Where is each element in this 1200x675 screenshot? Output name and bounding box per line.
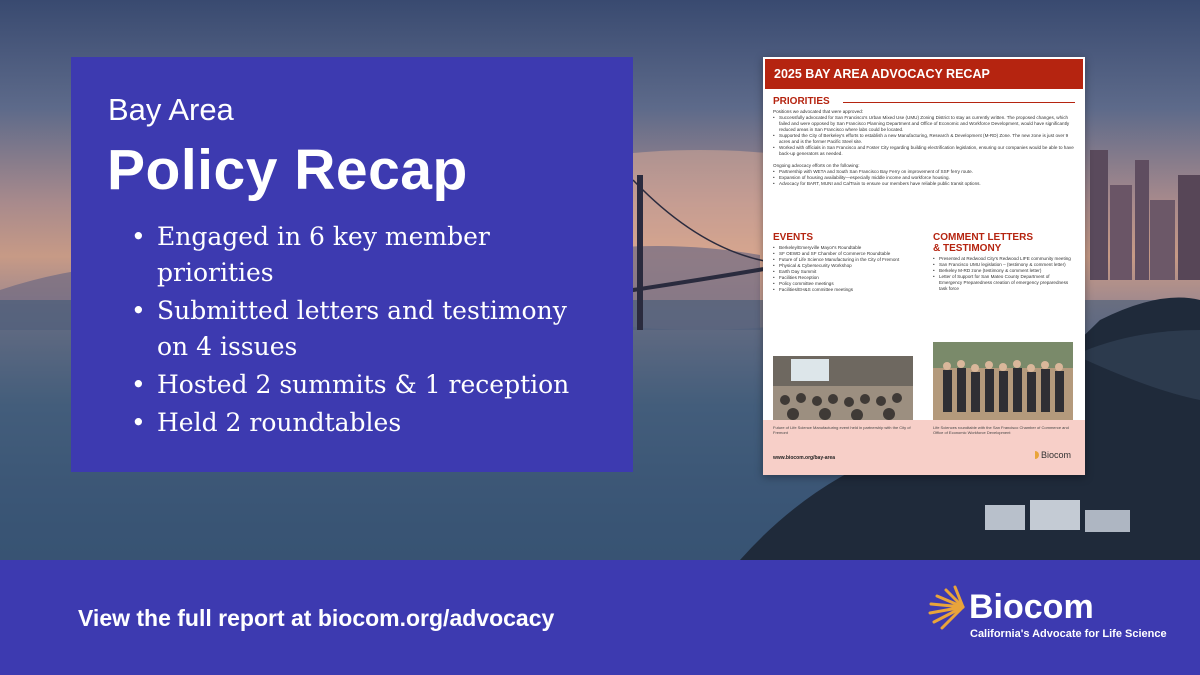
comment-item: • Berkeley M-RD zone (testimony & comment letter) <box>933 268 1073 274</box>
ongoing-list <box>773 169 1075 187</box>
panel-kicker: Bay Area <box>108 92 234 127</box>
highlight-item: • Hosted 2 summits & 1 reception <box>131 367 601 403</box>
ongoing-item: • Partnership with WETA and South San Francisco Bay Ferry on improvement of SSF ferry route. <box>773 169 1075 175</box>
events-list <box>773 245 913 293</box>
ongoing-intro: Ongoing advocacy efforts on the following: <box>773 163 860 168</box>
report-title: 2025 BAY AREA ADVOCACY RECAP <box>765 59 1083 89</box>
highlight-item: • Engaged in 6 key member priorities <box>131 219 601 291</box>
approved-item: • Worked with officials in San Francisco and Foster City regarding building electrification legislation, ensuring our companies would be able to have back-up generators as needed. <box>773 145 1075 157</box>
highlights-list <box>131 219 601 443</box>
comments-list <box>933 256 1073 292</box>
comment-item: • Letter of Support for San Mateo County Department of Emergency Preparedness creation of emergency preparedness task force <box>933 274 1073 292</box>
comments-heading-line1: COMMENT LETTERS <box>933 232 1033 243</box>
logo-wordmark: Biocom <box>969 588 1094 626</box>
comment-item: • Presented at Redwood City's Redwood LIFE community meeting <box>933 256 1073 262</box>
highlight-item: • Submitted letters and testimony on 4 issues <box>131 293 601 365</box>
comment-item: • San Francisco UMU legislation – (testimony & comment letter) <box>933 262 1073 268</box>
events-heading: EVENTS <box>773 232 814 243</box>
event-item: • Facilities Reception <box>773 275 913 281</box>
report-url: www.biocom.org/bay-area <box>773 455 836 461</box>
caption-left: Future of Life Science Manufacturing event held in partnership with the City of Fremont <box>773 425 911 435</box>
comments-heading-line2: & TESTIMONY <box>933 243 1002 254</box>
report-brand <box>1031 450 1071 460</box>
report-preview <box>763 57 1085 475</box>
event-item: • Physical & Cybersecurity Workshop <box>773 263 913 269</box>
caption-right: Life Sciences roundtable with the San Francisco Chamber of Commerce and Office of Economic Workforce Development <box>933 425 1069 435</box>
event-item: • Future of Life Science Manufacturing in the City of Fremont <box>773 257 913 263</box>
logo-tagline: California's Advocate for Life Science <box>970 628 1167 640</box>
biocom-sunburst-icon <box>925 584 967 630</box>
events-body <box>773 245 913 293</box>
comments-body <box>933 256 1073 292</box>
headline-panel <box>71 57 633 472</box>
biocom-logo <box>925 580 1175 650</box>
event-item: • Berkeley/Emeryville Mayor's Roundtable <box>773 245 913 251</box>
footer-bar <box>0 560 1200 675</box>
priorities-intro: Positions we advocated that were approved: <box>773 109 864 114</box>
approved-list <box>773 115 1075 157</box>
priorities-heading: PRIORITIES <box>773 96 830 107</box>
event-item: • SF OEWD and SF Chamber of Commerce Roundtable <box>773 251 913 257</box>
event-item: • Facilities/EH&S committee meetings <box>773 287 913 293</box>
event-photo-right <box>933 342 1073 422</box>
event-item: • Earth Day Summit <box>773 269 913 275</box>
report-link-text: View the full report at biocom.org/advocacy <box>78 605 555 631</box>
biocom-mark-icon <box>1031 451 1039 459</box>
priorities-body <box>773 109 1075 187</box>
approved-item: • Supported the City of Berkeley's efforts to establish a new Manufacturing, Research & Development (M-RD) Zone. The new zone is just over 9 acres and is the former Pacific Steel site. <box>773 133 1075 145</box>
approved-item: • Successfully advocated for San Francisco's Urban Mixed Use (UMU) Zoning District to stay as currently written. The proposed changes, which failed and were opposed by San Francisco Planning Department and Office of Economic and Workforce Development, would have significantly reduced areas in San Francisco where labs could be located. <box>773 115 1075 133</box>
ongoing-item: • Advocacy for BART, MUNI and CalTrain to ensure our members have reliable public transit options. <box>773 181 1075 187</box>
report-brand-label: Biocom <box>1041 450 1072 460</box>
highlight-item: • Held 2 roundtables <box>131 405 601 441</box>
ongoing-item: • Expansion of housing availability—especially middle income and workforce housing. <box>773 175 1075 181</box>
event-item: • Policy committee meetings <box>773 281 913 287</box>
panel-title: Policy Recap <box>107 138 468 202</box>
section-rule <box>843 102 1075 103</box>
event-photo-left <box>773 356 913 422</box>
